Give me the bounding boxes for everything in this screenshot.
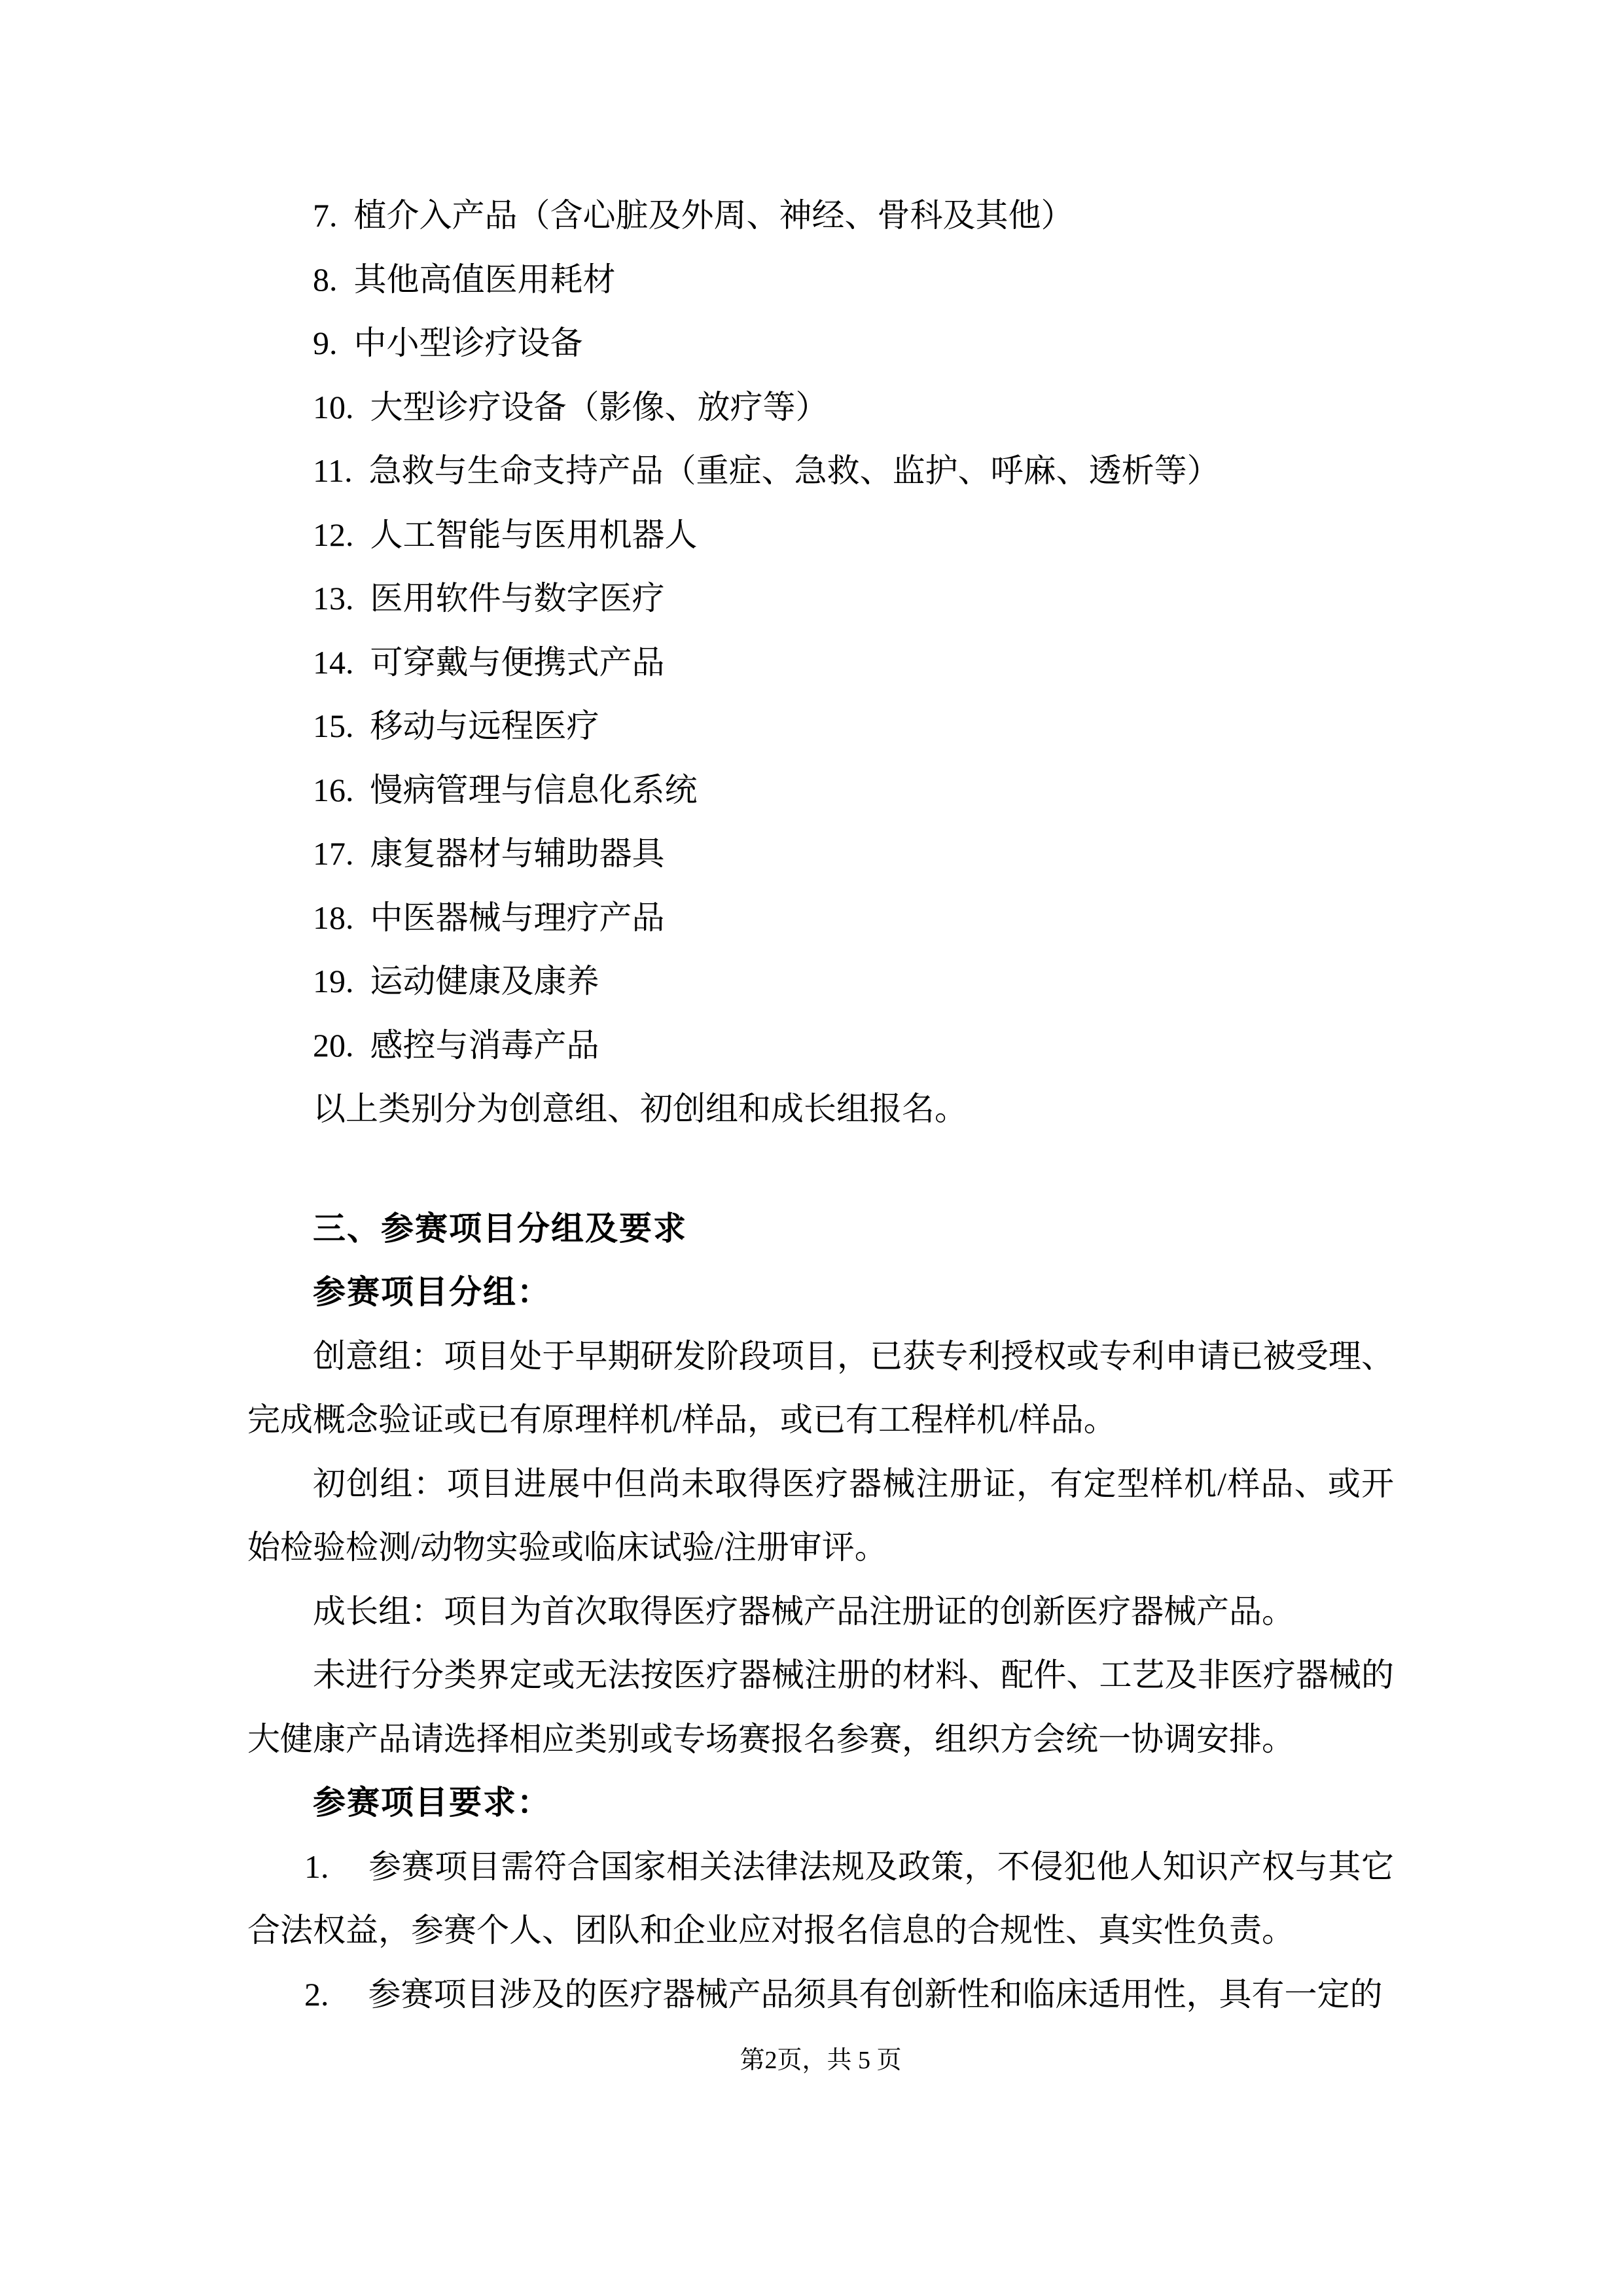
list-item (247, 822, 1394, 886)
item-number: 11. (313, 452, 353, 489)
list-item (247, 184, 1394, 248)
item-text: 急救与生命支持产品（重症、急救、监护、呼麻、透析等） (368, 452, 1220, 489)
item-text: 参赛项目需符合国家相关法律法规及政策，不侵犯他人知识产权与其它合法权益，参赛个人、团队和企业应对报名信息的合规性、真实性负责。 (247, 1848, 1394, 1948)
item-number: 15. (313, 708, 354, 744)
list-item (247, 376, 1394, 440)
paragraph-unclassified-products: 未进行分类界定或无法按医疗器械注册的材料、配件、工艺及非医疗器械的大健康产品请选择相应类别或专场赛报名参赛，组织方会统一协调安排。 (247, 1657, 1394, 1757)
item-text: 康复器材与辅助器具 (370, 835, 665, 872)
item-text: 中小型诊疗设备 (353, 325, 583, 361)
item-number: 7. (313, 197, 338, 234)
list-item (247, 950, 1394, 1014)
item-number: 17. (313, 835, 354, 872)
subsection-heading-requirements: 参赛项目要求： (313, 1784, 551, 1821)
item-text: 移动与远程医疗 (370, 708, 599, 744)
item-text: 医用软件与数字医疗 (370, 580, 665, 617)
item-number: 13. (313, 580, 354, 617)
item-text: 大型诊疗设备（影像、放疗等） (370, 388, 829, 425)
item-number: 20. (313, 1026, 354, 1064)
requirement-item (247, 1963, 1394, 2027)
item-text: 人工智能与医用机器人 (370, 516, 698, 553)
item-text: 其他高值医用耗材 (353, 260, 616, 298)
item-number: 9. (313, 325, 338, 361)
section-heading: 三、参赛项目分组及要求 (313, 1210, 687, 1247)
item-number: 8. (313, 260, 338, 298)
item-text: 参赛项目涉及的医疗器械产品须具有创新性和临床适用性，具有一定的 (368, 1975, 1383, 2013)
item-text: 感控与消毒产品 (370, 1026, 599, 1064)
item-number: 10. (313, 388, 354, 425)
paragraph-startup-group: 初创组：项目进展中但尚未取得医疗器械注册证，有定型样机/样品、或开始检验检测/动物实验或临床试验/注册审评。 (247, 1465, 1394, 1566)
list-item (247, 567, 1394, 631)
paragraph-creative-group: 创意组：项目处于早期研发阶段项目，已获专利授权或专利申请已被受理、完成概念验证或已有原理样机/样品，或已有工程样机/样品。 (247, 1337, 1394, 1438)
list-item (247, 694, 1394, 759)
item-text: 慢病管理与信息化系统 (370, 771, 698, 808)
document-body (247, 184, 1394, 2026)
list-closing-note: 以上类别分为创意组、初创组和成长组报名。 (313, 1090, 967, 1127)
list-item (247, 503, 1394, 567)
list-item (247, 631, 1394, 695)
requirement-item (247, 1835, 1394, 1963)
item-number: 14. (313, 643, 354, 681)
item-number: 18. (313, 899, 354, 936)
list-item (247, 759, 1394, 823)
page-number-footer: 第2页，共 5 页 (740, 2047, 902, 2074)
item-text: 植介入产品（含心脏及外周、神经、骨科及其他） (353, 197, 1074, 234)
item-number: 1. (304, 1848, 329, 1885)
item-number: 19. (313, 963, 354, 999)
list-item (247, 312, 1394, 376)
list-item (247, 886, 1394, 950)
item-number: 2. (304, 1975, 329, 2013)
paragraph-growth-group: 成长组：项目为首次取得医疗器械产品注册证的创新医疗器械产品。 (313, 1592, 1294, 1630)
item-number: 16. (313, 771, 354, 808)
item-text: 运动健康及康养 (370, 963, 599, 999)
list-item (247, 439, 1394, 503)
list-item (247, 248, 1394, 312)
item-text: 中医器械与理疗产品 (370, 899, 665, 936)
item-number: 12. (313, 516, 354, 553)
item-text: 可穿戴与便携式产品 (370, 643, 665, 681)
list-item (247, 1014, 1394, 1078)
subsection-heading-grouping: 参赛项目分组： (313, 1274, 551, 1310)
